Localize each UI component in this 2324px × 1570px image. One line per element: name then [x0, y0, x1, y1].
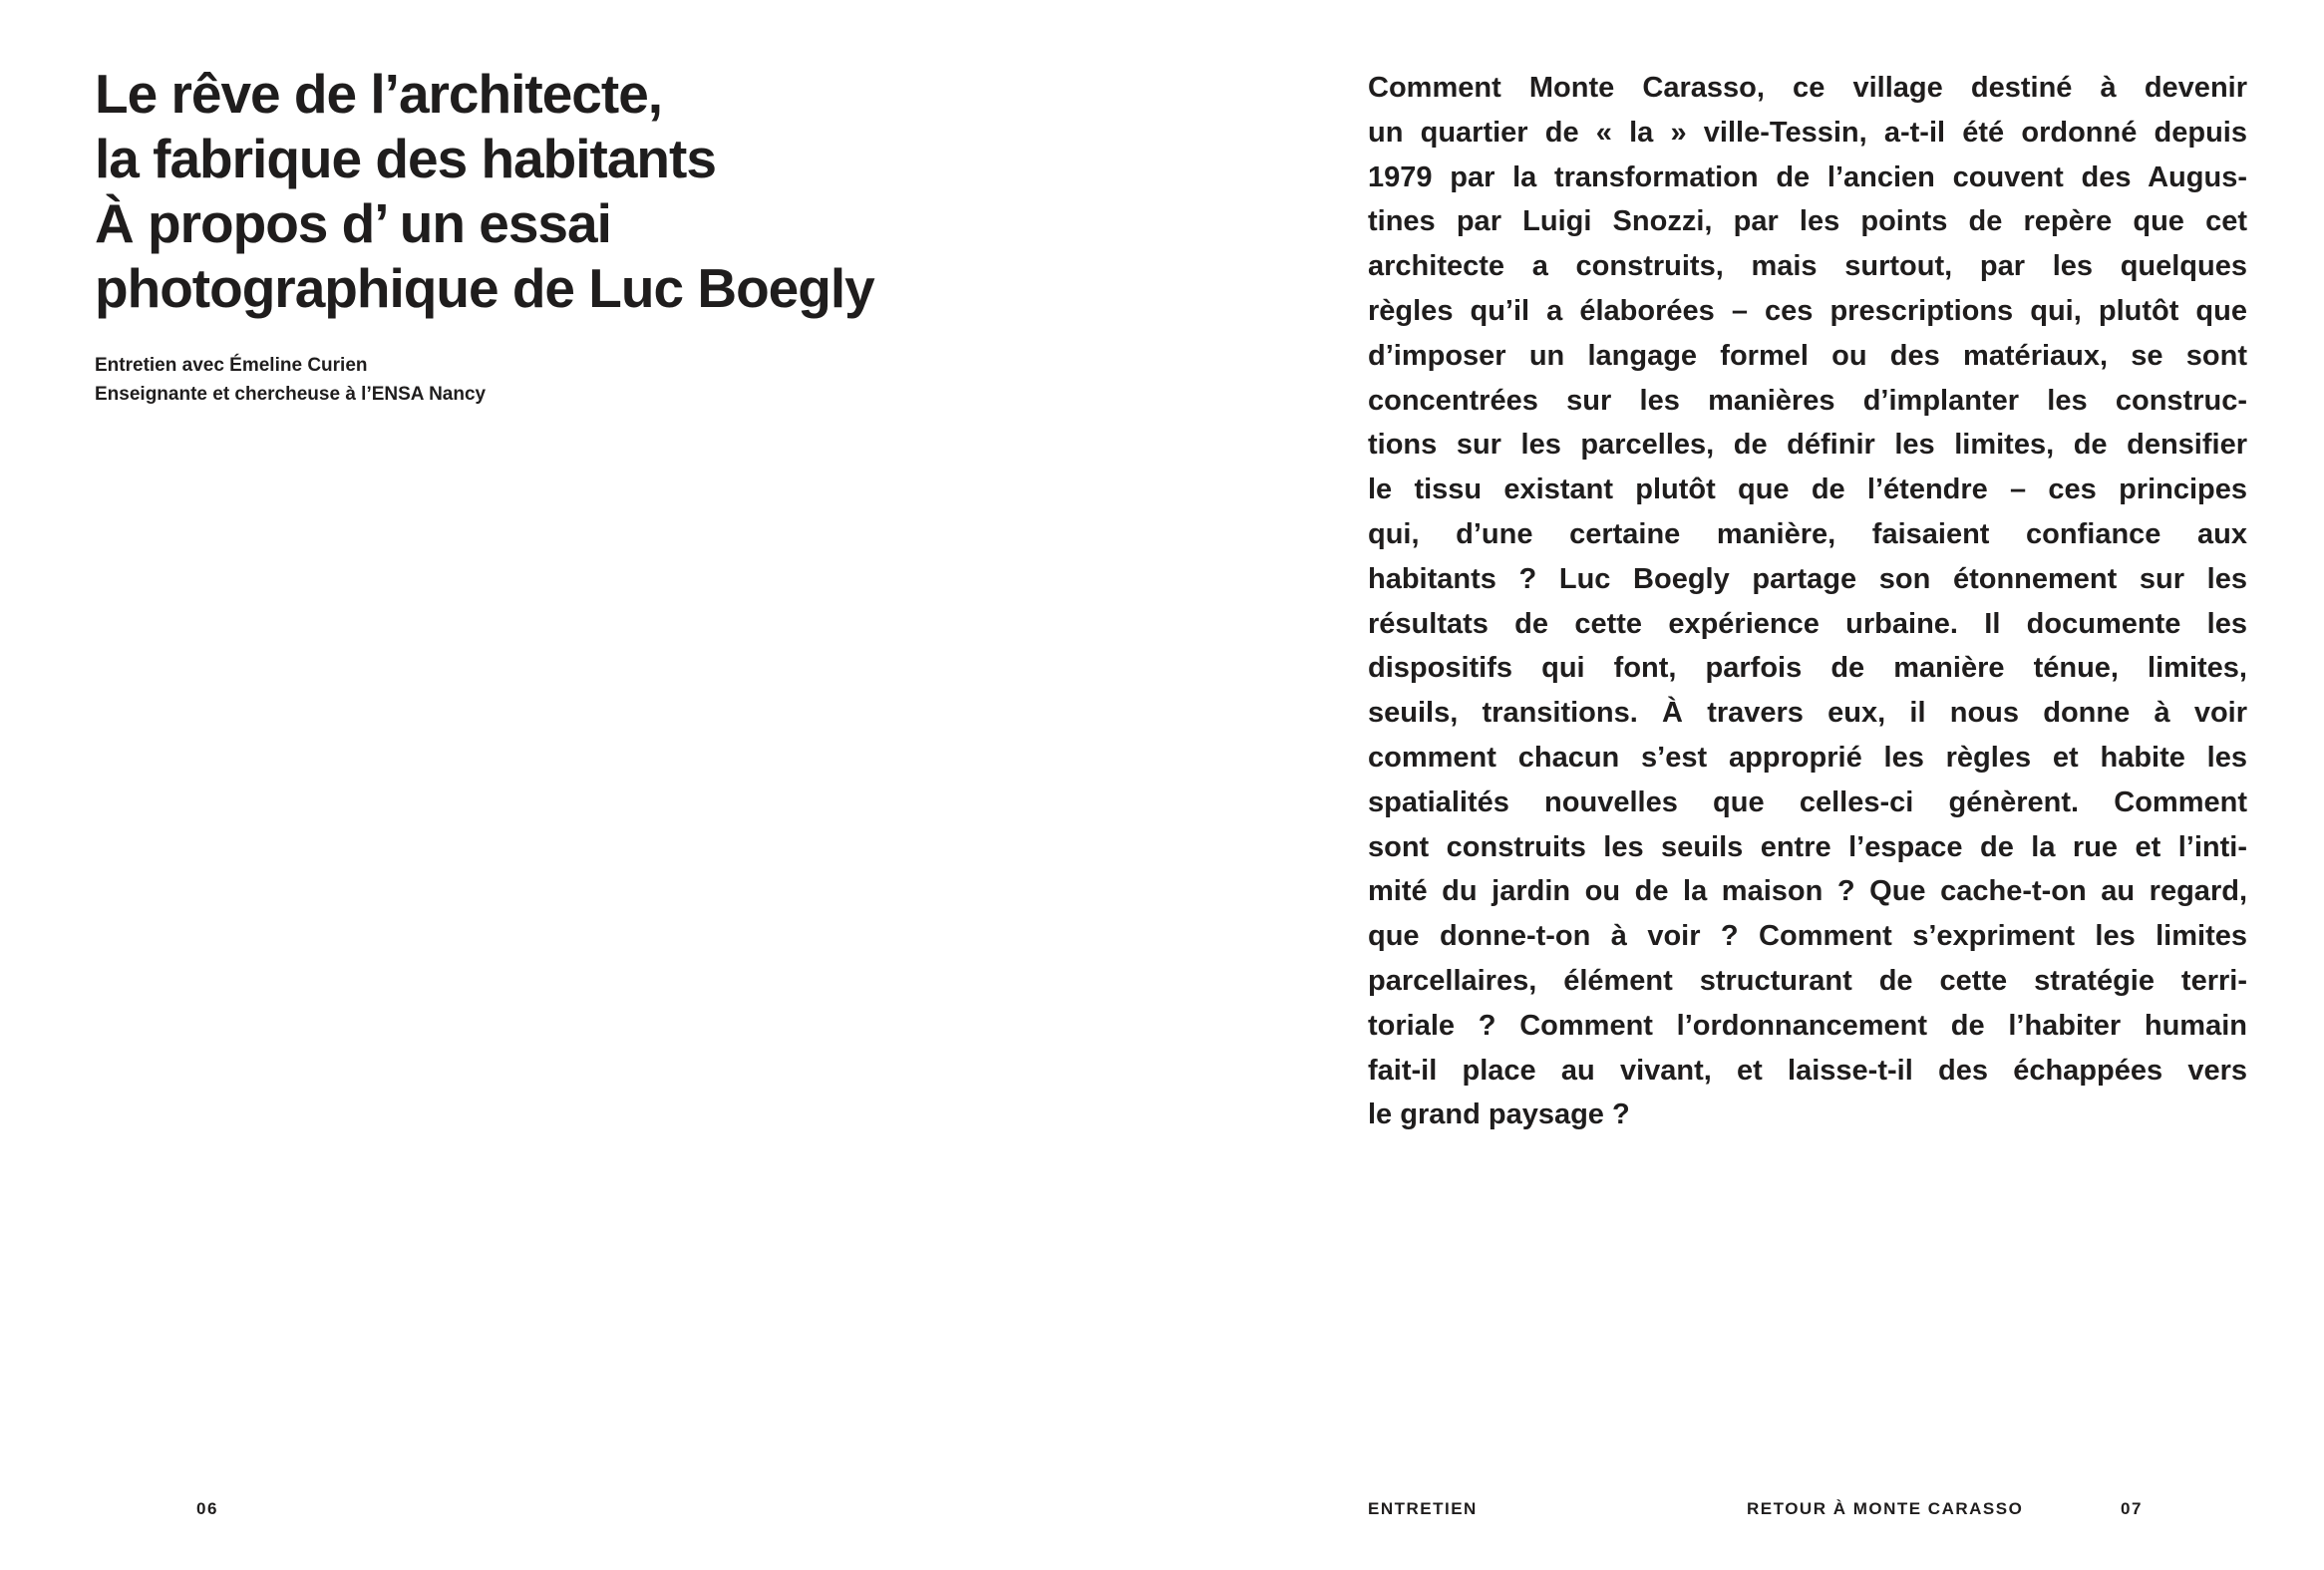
page-number-right: 07	[2121, 1499, 2143, 1518]
body-line: tines par Luigi Snozzi, par les points de repère que cet	[1368, 205, 2247, 238]
body-line: tions sur les parcelles, de définir les limites, de densifier	[1368, 429, 2247, 462]
title-line: Le rêve de l’architecte,	[95, 63, 663, 125]
body-line: comment chacun s’est approprié les règles et habite les	[1368, 741, 2247, 774]
interview-credit: Entretien avec Émeline Curien	[95, 355, 368, 376]
body-line: mité du jardin ou de la maison ? Que cache-t-on au regard,	[1368, 875, 2247, 908]
body-line: architecte a construits, mais surtout, par les quelques	[1368, 250, 2247, 283]
running-title: RETOUR À MONTE CARASSO	[1747, 1499, 2024, 1518]
body-line: concentrées sur les manières d’implanter les construc-	[1368, 384, 2247, 417]
body-line: qui, d’une certaine manière, faisaient confiance aux	[1368, 517, 2247, 550]
intro-paragraph	[1368, 66, 2247, 1137]
body-line: d’imposer un langage formel ou des matériaux, se sont	[1368, 339, 2247, 372]
body-line: Comment Monte Carasso, ce village destiné à devenir	[1368, 72, 2247, 104]
body-line: parcellaires, élément structurant de cette stratégie terri-	[1368, 964, 2247, 997]
body-line: dispositifs qui font, parfois de manière ténue, limites,	[1368, 652, 2247, 685]
body-line: que donne-t-on à voir ? Comment s’expriment les limites	[1368, 920, 2247, 953]
section-label: ENTRETIEN	[1368, 1499, 1478, 1518]
body-line: habitants ? Luc Boegly partage son étonnement sur les	[1368, 562, 2247, 595]
body-line: spatialités nouvelles que celles-ci génèrent. Comment	[1368, 785, 2247, 818]
body-line: résultats de cette expérience urbaine. Il documente les	[1368, 607, 2247, 640]
body-line: fait-il place au vivant, et laisse-t-il des échappées vers	[1368, 1054, 2247, 1087]
title-line: À propos d’ un essai	[95, 192, 611, 254]
body-line: seuils, transitions. À travers eux, il nous donne à voir	[1368, 697, 2247, 730]
body-line: règles qu’il a élaborées – ces prescriptions qui, plutôt que	[1368, 294, 2247, 327]
body-line: 1979 par la transformation de l’ancien couvent des Augus-	[1368, 160, 2247, 193]
article-title	[95, 62, 874, 321]
article-subtitle	[95, 351, 486, 409]
title-line: la fabrique des habitants	[95, 128, 716, 189]
author-role: Enseignante et chercheuse à l’ENSA Nancy	[95, 384, 487, 405]
body-line: le tissu existant plutôt que de l’étendre – ces principes	[1368, 473, 2247, 506]
title-line: photographique de Luc Boegly	[95, 257, 874, 319]
body-line: un quartier de « la » ville-Tessin, a-t-il été ordonné depuis	[1368, 116, 2247, 149]
body-line: toriale ? Comment l’ordonnancement de l’habiter humain	[1368, 1009, 2247, 1042]
body-line: le grand paysage ?	[1368, 1099, 1630, 1131]
page-number-left: 06	[196, 1499, 218, 1518]
body-line: sont construits les seuils entre l’espace de la rue et l’inti-	[1368, 830, 2247, 863]
